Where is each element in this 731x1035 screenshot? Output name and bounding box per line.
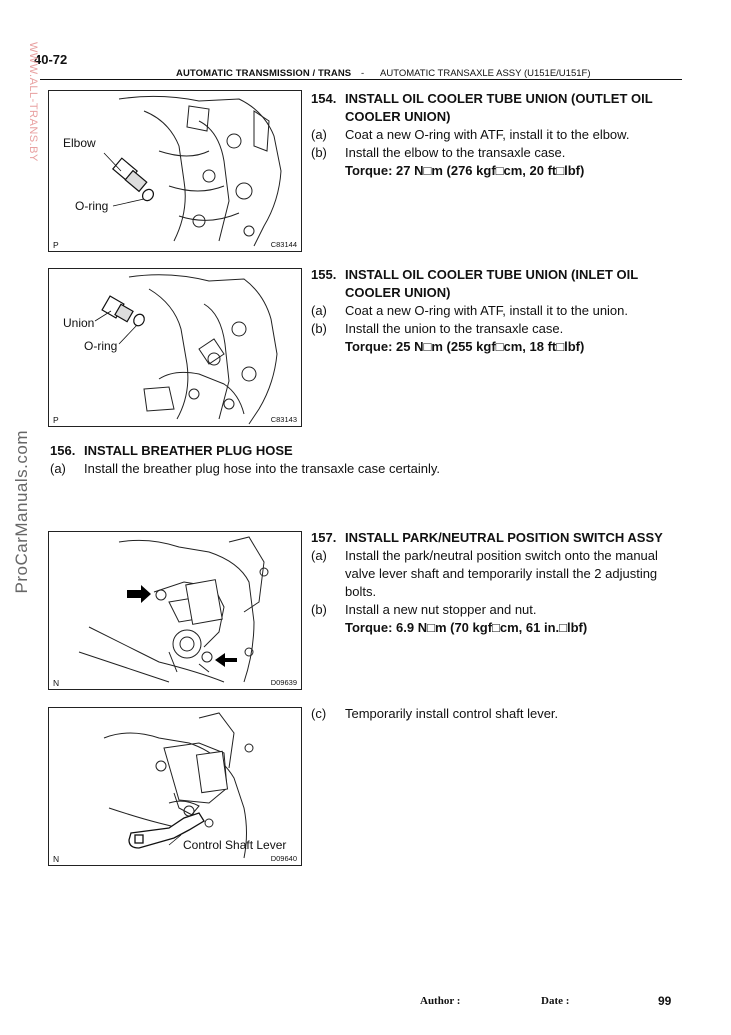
item-marker: (b) [311, 321, 327, 336]
label-o-ring: O-ring [75, 199, 109, 213]
header-rule [40, 79, 682, 80]
step-number: 157. [311, 530, 337, 545]
figure-corner-mark: P [53, 240, 59, 250]
page-number: 40-72 [34, 52, 68, 67]
step-156-item-a [50, 460, 650, 478]
watermark-side: ProCarManuals.com [12, 430, 31, 594]
step-157-item-b [311, 601, 683, 619]
step-number: 154. [311, 91, 337, 106]
item-marker: (a) [311, 303, 327, 318]
item-text: Install a new nut stopper and nut. [345, 602, 537, 617]
step-title-line: INSTALL PARK/NEUTRAL POSITION SWITCH ASSY [345, 530, 663, 545]
figure-corner-mark: N [53, 854, 60, 864]
item-text: Temporarily install control shaft lever. [345, 706, 559, 721]
item-marker: (b) [311, 602, 327, 617]
figure-code: D09640 [270, 854, 297, 863]
item-text: Install the elbow to the transaxle case. [345, 145, 566, 160]
step-title-line: INSTALL OIL COOLER TUBE UNION (OUTLET OIL [345, 91, 653, 106]
footer-date-label: Date : [541, 995, 570, 1007]
figure-corner-mark: P [53, 415, 59, 425]
step-155-title [311, 266, 683, 284]
item-marker: (a) [311, 127, 327, 142]
step-157-item-c [311, 705, 683, 723]
item-marker: (a) [311, 548, 327, 563]
item-text: Install the union to the transaxle case. [345, 321, 564, 336]
footer-author-label: Author : [420, 995, 461, 1007]
figure-oil-cooler-outlet [48, 90, 302, 252]
label-control-shaft-lever: Control Shaft Lever [183, 838, 287, 852]
header-separator: - [361, 68, 365, 79]
item-marker: (c) [311, 706, 327, 721]
step-155-torque: Torque: 25 N□m (255 kgf□cm, 18 ft□lbf) [345, 339, 585, 354]
step-154-title-cont: COOLER UNION) [345, 109, 451, 124]
step-157-title [311, 529, 683, 547]
item-text: Install the breather plug hose into the transaxle case certainly. [84, 461, 441, 476]
item-text-line: valve lever shaft and temporarily install the 2 adjusting [345, 566, 658, 581]
figure-oil-cooler-inlet [48, 268, 302, 427]
step-number: 155. [311, 267, 337, 282]
step-154-item-a [311, 126, 683, 144]
watermark-url: WWW.ALL-TRANS.BY [27, 42, 39, 162]
step-154-torque: Torque: 27 N□m (276 kgf□cm, 20 ft□lbf) [345, 163, 585, 178]
label-o-ring: O-ring [84, 339, 118, 353]
step-157-torque: Torque: 6.9 N□m (70 kgf□cm, 61 in.□lbf) [345, 620, 588, 635]
item-text: Coat a new O-ring with ATF, install it to the elbow. [345, 127, 630, 142]
subsection-title: AUTOMATIC TRANSAXLE ASSY (U151E/U151F) [380, 68, 591, 79]
item-text-line: bolts. [345, 584, 377, 599]
figure-pnp-switch [48, 531, 302, 690]
step-number: 156. [50, 443, 76, 458]
item-text-line: Install the park/neutral position switch onto the manual [345, 548, 658, 563]
step-title-line: INSTALL OIL COOLER TUBE UNION (INLET OIL [345, 267, 639, 282]
section-title: AUTOMATIC TRANSMISSION / TRANS [176, 68, 352, 79]
footer-page-number: 99 [658, 994, 672, 1008]
step-155-item-b [311, 320, 683, 338]
step-155-item-a [311, 302, 683, 320]
step-155-title-cont: COOLER UNION) [345, 285, 451, 300]
figure-code: D09639 [270, 678, 297, 687]
figure-code: C83144 [270, 240, 297, 249]
step-title-line: INSTALL BREATHER PLUG HOSE [84, 443, 293, 458]
label-elbow: Elbow [63, 136, 96, 150]
item-marker: (a) [50, 461, 66, 476]
figure-control-shaft-lever [48, 707, 302, 866]
item-text: Coat a new O-ring with ATF, install it to the union. [345, 303, 629, 318]
step-154-item-b [311, 144, 683, 162]
transaxle-illustration [49, 91, 301, 251]
label-union: Union [63, 316, 95, 330]
pnp-switch-illustration [49, 532, 301, 689]
step-154-title [311, 90, 683, 108]
item-marker: (b) [311, 145, 327, 160]
figure-corner-mark: N [53, 678, 60, 688]
step-156-title [50, 442, 550, 460]
step-157-item-a [311, 547, 683, 601]
figure-code: C83143 [270, 415, 297, 424]
